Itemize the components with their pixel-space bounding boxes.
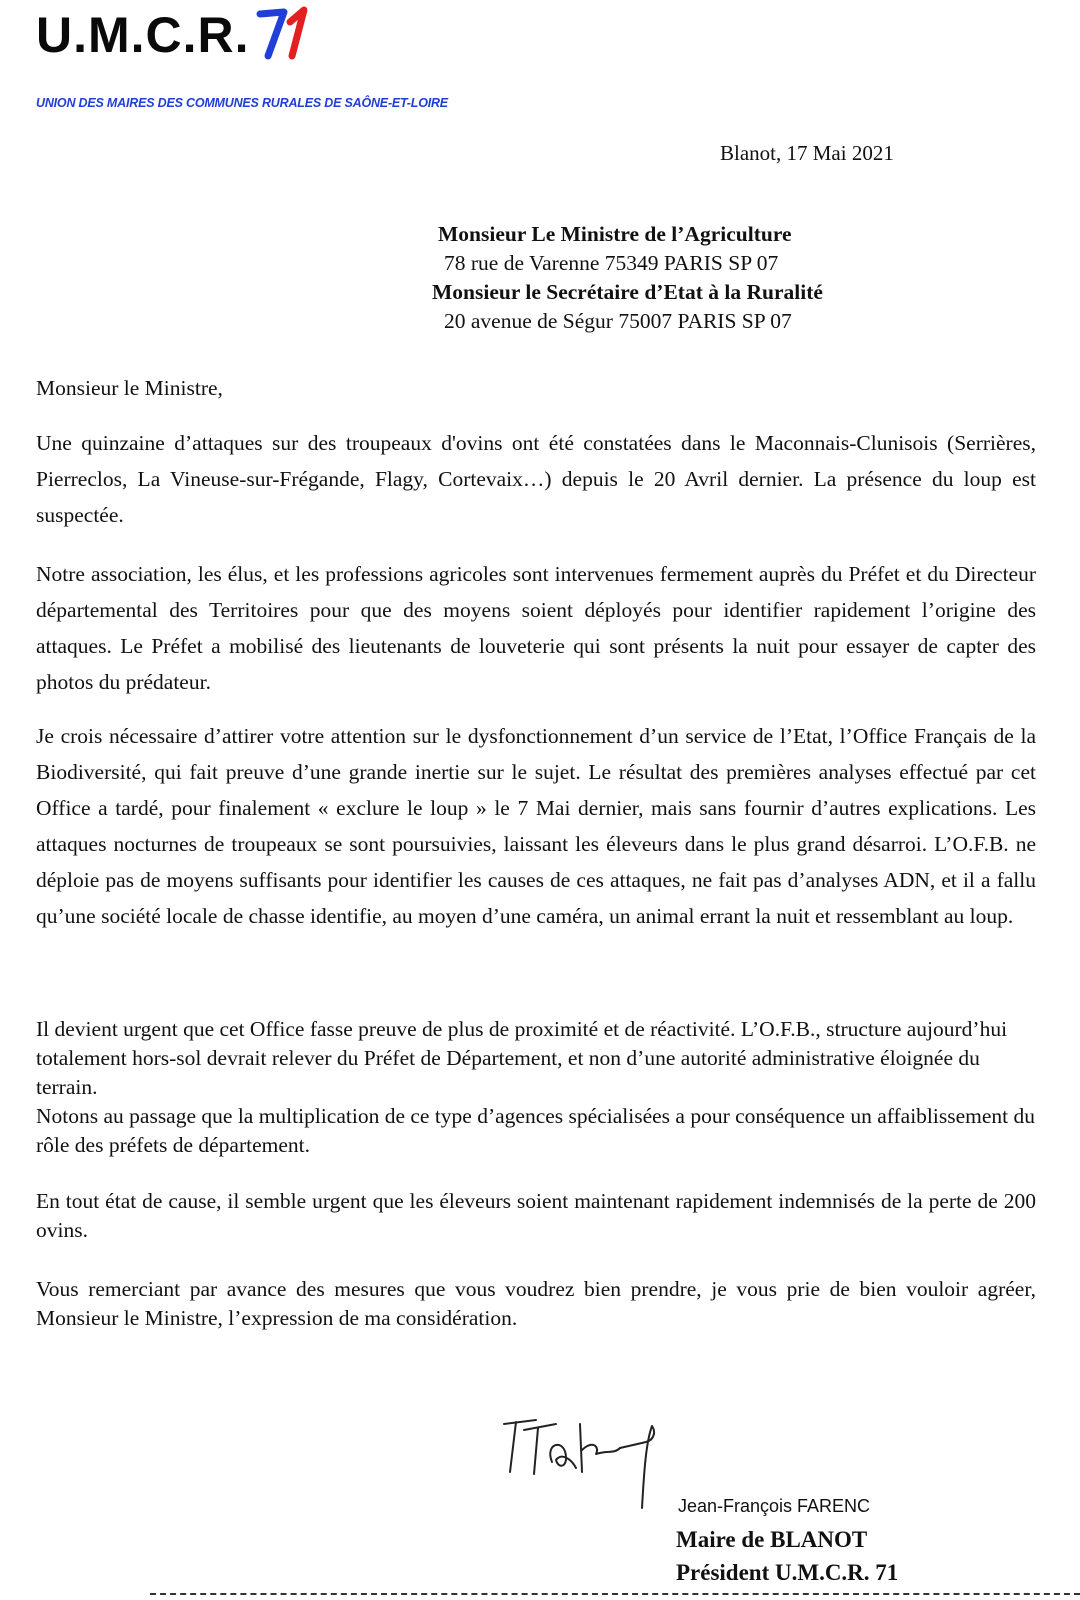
paragraph-1: Une quinzaine d’attaques sur des troupeaux d'ovins ont été constatées dans le Maconnais-Clunisois (Serrières, Pierreclos, La Vineuse-sur-Frégande, Flagy, Cortevaix…) depuis le 20 Avril dernier. La présence du loup est suspectée. <box>36 431 1036 527</box>
recipient-line-1: Monsieur Le Ministre de l’Agriculture <box>438 222 792 246</box>
signer-role-president: Président U.M.C.R. 71 <box>676 1560 899 1585</box>
handwritten-signature <box>496 1402 676 1512</box>
signer-name: Jean-François FARENC <box>678 1496 871 1516</box>
page-cut-line <box>150 1593 1080 1595</box>
recipient-line-3: Monsieur le Secrétaire d’Etat à la Ruralité <box>432 280 823 304</box>
paragraph-2: Notre association, les élus, et les professions agricoles sont intervenues fermement auprès du Préfet et du Directeur départemental des Territoires pour que des moyens soient déployés pour identifier rapidement l’origine des attaques. Le Préfet a mobilisé des lieutenants de louveterie qui sont présents la nuit pour essayer de capter des photos du prédateur. <box>36 562 1036 694</box>
paragraph-7: Vous remerciant par avance des mesures que vous voudrez bien prendre, je vous prie de bien vouloir agréer, Monsieur le Ministre, l’expression de ma considération. <box>36 1277 1036 1330</box>
association-tagline: UNION DES MAIRES DES COMMUNES RURALES DE SAÔNE-ET-LOIRE <box>36 96 448 110</box>
paragraph-4: Il devient urgent que cet Office fasse preuve de plus de proximité et de réactivité. L’O.F.B., structure aujourd’hui totalement hors-sol devrait relever du Préfet de Département, et non d’une autorité administrative éloignée du terrain. <box>36 1017 1008 1099</box>
logo-text: U.M.C.R. <box>36 7 250 63</box>
logo-71-mark <box>254 4 314 62</box>
signer-role-mayor: Maire de BLANOT <box>676 1527 868 1552</box>
recipient-line-4: 20 avenue de Ségur 75007 PARIS SP 07 <box>444 309 792 333</box>
paragraph-5: Notons au passage que la multiplication de ce type d’agences spécialisées a pour conséquence un affaiblissement du rôle des préfets de département. <box>36 1104 1036 1157</box>
recipient-line-2: 78 rue de Varenne 75349 PARIS SP 07 <box>444 251 779 275</box>
paragraph-3: Je crois nécessaire d’attirer votre attention sur le dysfonctionnement d’un service de l’Etat, l’Office Français de la Biodiversité, qui fait preuve d’une grande inertie sur le sujet. Le résultat des premières analyses effectué par cet Office a tardé, pour finalement « exclure le loup » le 7 Mai dernier, mais sans fournir d’autres explications. Les attaques nocturnes de troupeaux se sont poursuivies, laissant les éleveurs dans le plus grand désarroi. L’O.F.B. ne déploie pas de moyens suffisants pour identifier les causes de ces attaques, ne fait pas d’analyses ADN, et il a fallu qu’une société locale de chasse identifie, au moyen d’une caméra, un animal errant la nuit et ressemblant au loup. <box>36 724 1036 928</box>
salutation: Monsieur le Ministre, <box>36 376 223 400</box>
paragraph-6: En tout état de cause, il semble urgent que les éleveurs soient maintenant rapidement indemnisés de la perte de 200 ovins. <box>36 1189 1036 1242</box>
date-line: Blanot, 17 Mai 2021 <box>720 141 894 165</box>
